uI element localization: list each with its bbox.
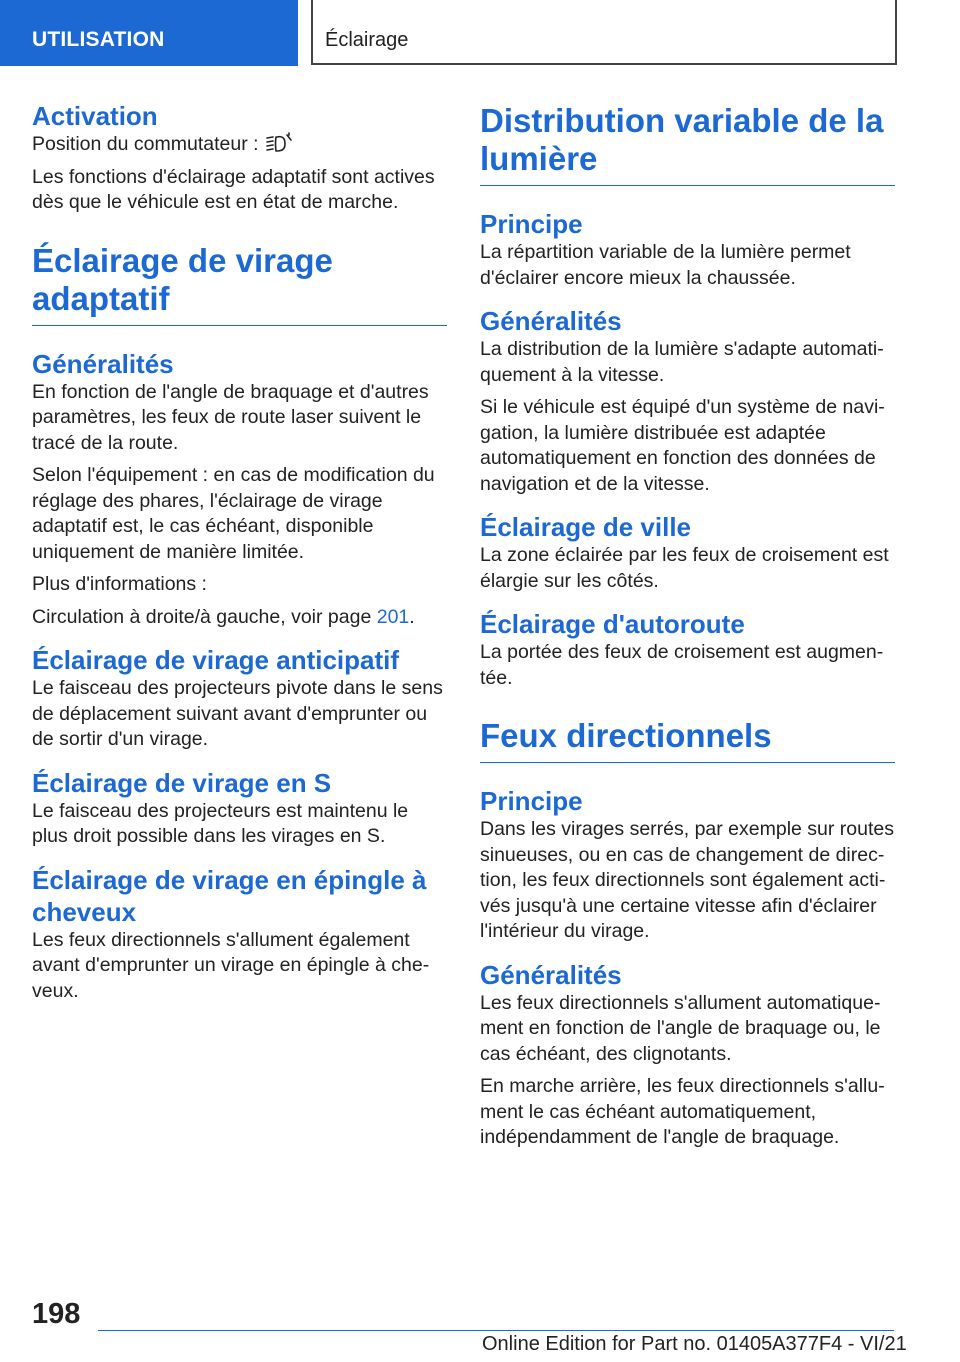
anticipatory-paragraph: Le faisceau des projecteurs pivote dans le sens de déplacement suivant avant d'emprunter ou de sortir d'un virage. xyxy=(32,677,443,750)
general-right-paragraph-2: Si le véhicule est équipé d'un système de navigation, la lumière distribuée est adaptée automatiquement en fonction des données de navigation et de la vitesse. xyxy=(480,396,885,495)
heading-motorway-light: Éclairage d'autoroute xyxy=(480,609,745,639)
heading-s-curve: Éclairage de virage en S xyxy=(32,767,332,798)
heading-hairpin: Éclairage de virage en épingle à cheveux xyxy=(32,864,427,927)
heading-cornering-principle: Principe xyxy=(480,786,583,816)
heading-activation: Activation xyxy=(32,101,158,131)
heading-city-light: Éclairage de ville xyxy=(480,512,692,542)
activation-description: Les fonctions d'éclairage adaptatif sont actives dès que le véhicule est en état de marche. xyxy=(32,165,435,213)
auto-headlight-switch-icon xyxy=(265,132,293,154)
section-title: UTILISATION xyxy=(32,28,165,51)
heading-general-right: Généralités xyxy=(480,306,622,336)
heading-principle: Principe xyxy=(480,209,583,239)
section-tab[interactable] xyxy=(0,0,298,66)
heading-variable-light-distribution: Distribution variable de la lumière xyxy=(480,102,895,186)
principle-paragraph: La répartition variable de la lumière permet d'éclairer encore mieux la chaussée. xyxy=(480,241,851,289)
chapter-title: Éclairage xyxy=(325,29,409,51)
chapter-header xyxy=(311,0,897,65)
left-column xyxy=(32,100,447,1011)
general-paragraph-3: Plus d'informations : xyxy=(32,573,207,595)
s-curve-paragraph: Le faisceau des projecteurs est maintenu le plus droit possible dans les virages en S. xyxy=(32,799,409,847)
general-paragraph-1: En fonction de l'angle de braquage et d'autres paramètres, les feux de route laser suivent le tracé de la route. xyxy=(32,380,429,454)
city-light-paragraph: La zone éclairée par les feux de croisement est élargie sur les côtés. xyxy=(480,544,889,592)
hairpin-paragraph: Les feux directionnels s'allument également avant d'emprunter un virage en épingle à cheveux. xyxy=(32,928,430,1002)
heading-general: Généralités xyxy=(32,348,174,379)
heading-anticipatory: Éclairage de virage anticipatif xyxy=(32,645,400,675)
heading-cornering-general: Généralités xyxy=(480,959,622,990)
cornering-principle-paragraph: Dans les virages serrés, par exemple sur routes sinueuses, ou en cas de changement de direction, les feux directionnels sont également activés jusqu'à une certaine vitesse afin d'éclairer l'intérieur du virage. xyxy=(480,818,895,942)
cornering-general-paragraph-1: Les feux directionnels s'allument automatiquement en fonction de l'angle de braquage ou, le cas échéant, des clignotants. xyxy=(480,991,881,1065)
page-number: 198 xyxy=(32,1298,81,1330)
heading-adaptive-cornering: Éclairage de virage adaptatif xyxy=(32,242,447,326)
general-right-paragraph-1: La distribution de la lumière s'adapte automatiquement à la vitesse. xyxy=(480,338,884,386)
footer-divider xyxy=(98,1330,894,1331)
motorway-light-paragraph: La portée des feux de croisement est augmentée. xyxy=(480,641,884,689)
general-paragraph-4: Circulation à droite/à gauche, voir page 201. xyxy=(32,605,415,628)
right-column xyxy=(480,100,895,1158)
page-link[interactable]: 201 xyxy=(376,605,410,628)
cornering-general-paragraph-2: En marche arrière, les feux directionnels s'allument le cas échéant automatiquement, indépendamment de l'angle de braquage. xyxy=(480,1075,885,1148)
heading-cornering-lights: Feux directionnels xyxy=(480,717,895,763)
general-paragraph-2: Selon l'équipement : en cas de modification du réglage des phares, l'éclairage de virage adaptatif est, le cas échéant, disponible uniquement de manière limitée. xyxy=(32,464,435,563)
footer-edition: Online Edition for Part no. 01405A377F4 - VI/21 xyxy=(482,1333,907,1355)
activation-switch-text: Position du commutateur : xyxy=(32,132,447,158)
